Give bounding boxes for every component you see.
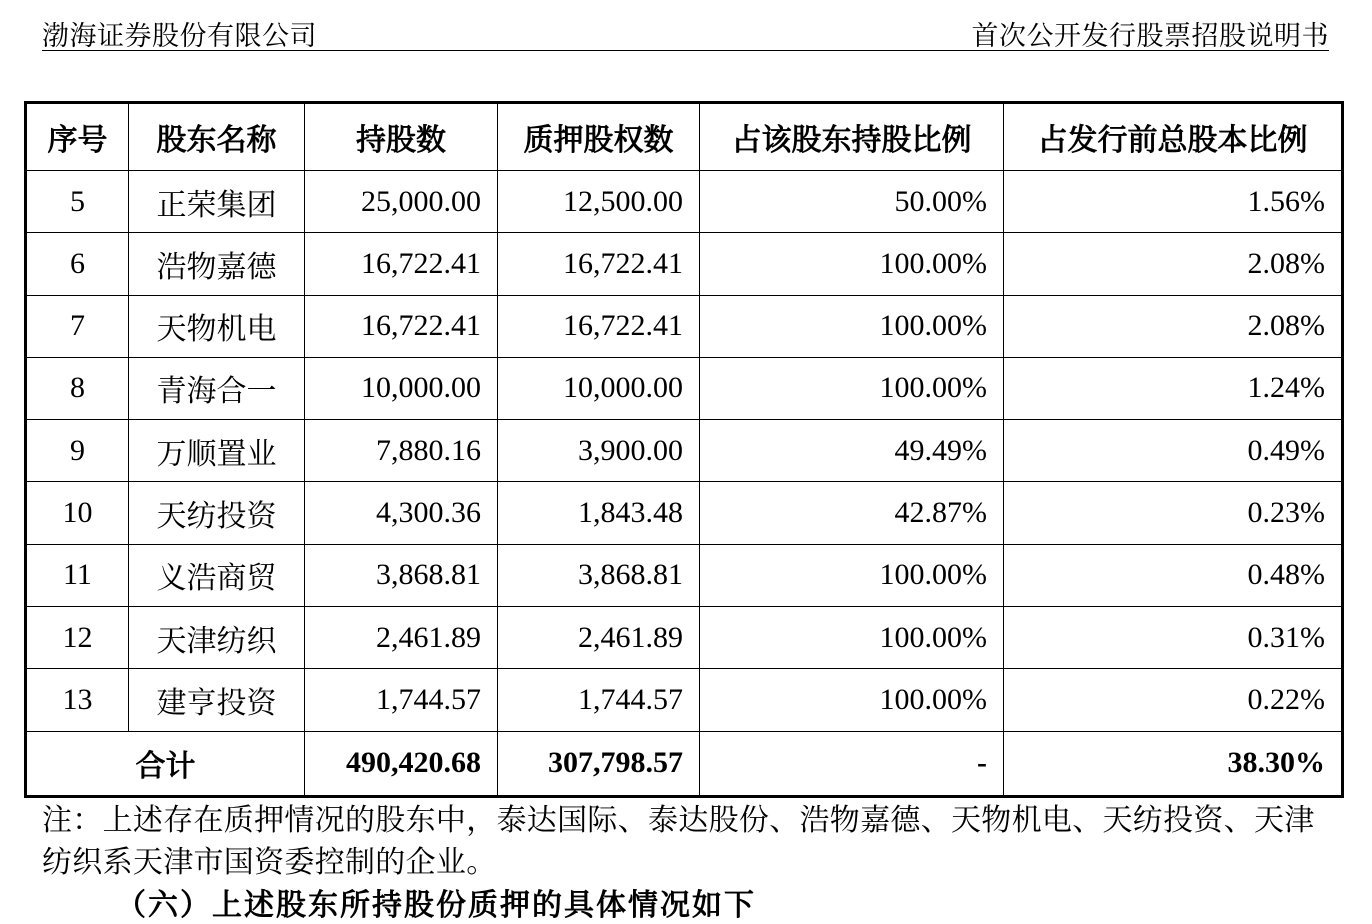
cell-ratio-total: 2.08%: [1004, 295, 1343, 357]
page-header: [42, 10, 1329, 51]
table-footnote: 注：上述存在质押情况的股东中，泰达国际、泰达股份、浩物嘉德、天物机电、天纺投资、天津纺织系天津市国资委控制的企业。: [42, 804, 1315, 879]
table-row: [26, 606, 1343, 668]
cell-ratio-total: 0.48%: [1004, 544, 1343, 606]
cell-ratio-total: 0.31%: [1004, 606, 1343, 668]
cell-pledged: 16,722.41: [498, 295, 700, 357]
cell-ratio-total: 0.23%: [1004, 482, 1343, 544]
cell-shares: 4,300.36: [305, 482, 498, 544]
cell-holder-name: 青海合一: [129, 357, 305, 419]
cell-ratio-holder: 100.00%: [700, 544, 1004, 606]
col-header-ratio-holder: 占该股东持股比例: [700, 103, 1004, 171]
cell-shares: 7,880.16: [305, 420, 498, 482]
cell-shares: 16,722.41: [305, 233, 498, 295]
table-row: [26, 233, 1343, 295]
table-header-row: [26, 103, 1343, 171]
cell-pledged: 1,843.48: [498, 482, 700, 544]
table-row: [26, 295, 1343, 357]
table-row: [26, 171, 1343, 233]
cell-shares: 10,000.00: [305, 357, 498, 419]
section-heading-partial: （六）上述股东所持股份质押的具体情况如下: [116, 889, 756, 922]
cell-index: 5: [26, 171, 129, 233]
cell-shares: 2,461.89: [305, 606, 498, 668]
total-shares: 490,420.68: [305, 731, 498, 796]
cell-pledged: 2,461.89: [498, 606, 700, 668]
company-name: 渤海证券股份有限公司: [42, 21, 317, 51]
cell-index: 11: [26, 544, 129, 606]
cell-shares: 16,722.41: [305, 295, 498, 357]
table-row: [26, 482, 1343, 544]
table-row: [26, 357, 1343, 419]
cell-holder-name: 天津纺织: [129, 606, 305, 668]
cell-index: 9: [26, 420, 129, 482]
col-header-pledged: 质押股权数: [498, 103, 700, 171]
cell-index: 10: [26, 482, 129, 544]
total-label: 合计: [26, 731, 305, 796]
col-header-ratio-total: 占发行前总股本比例: [1004, 103, 1343, 171]
cell-ratio-total: 0.49%: [1004, 420, 1343, 482]
cell-ratio-holder: 42.87%: [700, 482, 1004, 544]
cell-index: 12: [26, 606, 129, 668]
cell-holder-name: 天纺投资: [129, 482, 305, 544]
cell-pledged: 16,722.41: [498, 233, 700, 295]
total-pledged: 307,798.57: [498, 731, 700, 796]
cell-shares: 1,744.57: [305, 669, 498, 731]
cell-ratio-holder: 100.00%: [700, 669, 1004, 731]
cell-pledged: 10,000.00: [498, 357, 700, 419]
cell-holder-name: 义浩商贸: [129, 544, 305, 606]
cell-shares: 3,868.81: [305, 544, 498, 606]
cell-ratio-holder: 100.00%: [700, 606, 1004, 668]
cell-ratio-total: 0.22%: [1004, 669, 1343, 731]
cell-index: 7: [26, 295, 129, 357]
cell-index: 8: [26, 357, 129, 419]
cell-holder-name: 建亨投资: [129, 669, 305, 731]
cell-ratio-holder: 100.00%: [700, 233, 1004, 295]
cell-holder-name: 天物机电: [129, 295, 305, 357]
cell-holder-name: 正荣集团: [129, 171, 305, 233]
cell-ratio-holder: 50.00%: [700, 171, 1004, 233]
cell-ratio-holder: 100.00%: [700, 357, 1004, 419]
cell-ratio-holder: 100.00%: [700, 295, 1004, 357]
cell-holder-name: 万顺置业: [129, 420, 305, 482]
document-title: 首次公开发行股票招股说明书: [971, 21, 1329, 51]
col-header-shares: 持股数: [305, 103, 498, 171]
cell-ratio-total: 1.56%: [1004, 171, 1343, 233]
cell-index: 6: [26, 233, 129, 295]
cell-pledged: 12,500.00: [498, 171, 700, 233]
table-total-row: [26, 731, 1343, 796]
cell-index: 13: [26, 669, 129, 731]
cell-ratio-total: 2.08%: [1004, 233, 1343, 295]
cell-pledged: 1,744.57: [498, 669, 700, 731]
cell-pledged: 3,868.81: [498, 544, 700, 606]
table-row: [26, 420, 1343, 482]
pledge-table: [24, 101, 1344, 798]
cell-shares: 25,000.00: [305, 171, 498, 233]
table-row: [26, 669, 1343, 731]
total-ratio-total: 38.30%: [1004, 731, 1343, 796]
cell-holder-name: 浩物嘉德: [129, 233, 305, 295]
cell-ratio-total: 1.24%: [1004, 357, 1343, 419]
table-row: [26, 544, 1343, 606]
cell-ratio-holder: 49.49%: [700, 420, 1004, 482]
cell-pledged: 3,900.00: [498, 420, 700, 482]
col-header-holder-name: 股东名称: [129, 103, 305, 171]
total-ratio-holder: -: [700, 731, 1004, 796]
col-header-index: 序号: [26, 103, 129, 171]
